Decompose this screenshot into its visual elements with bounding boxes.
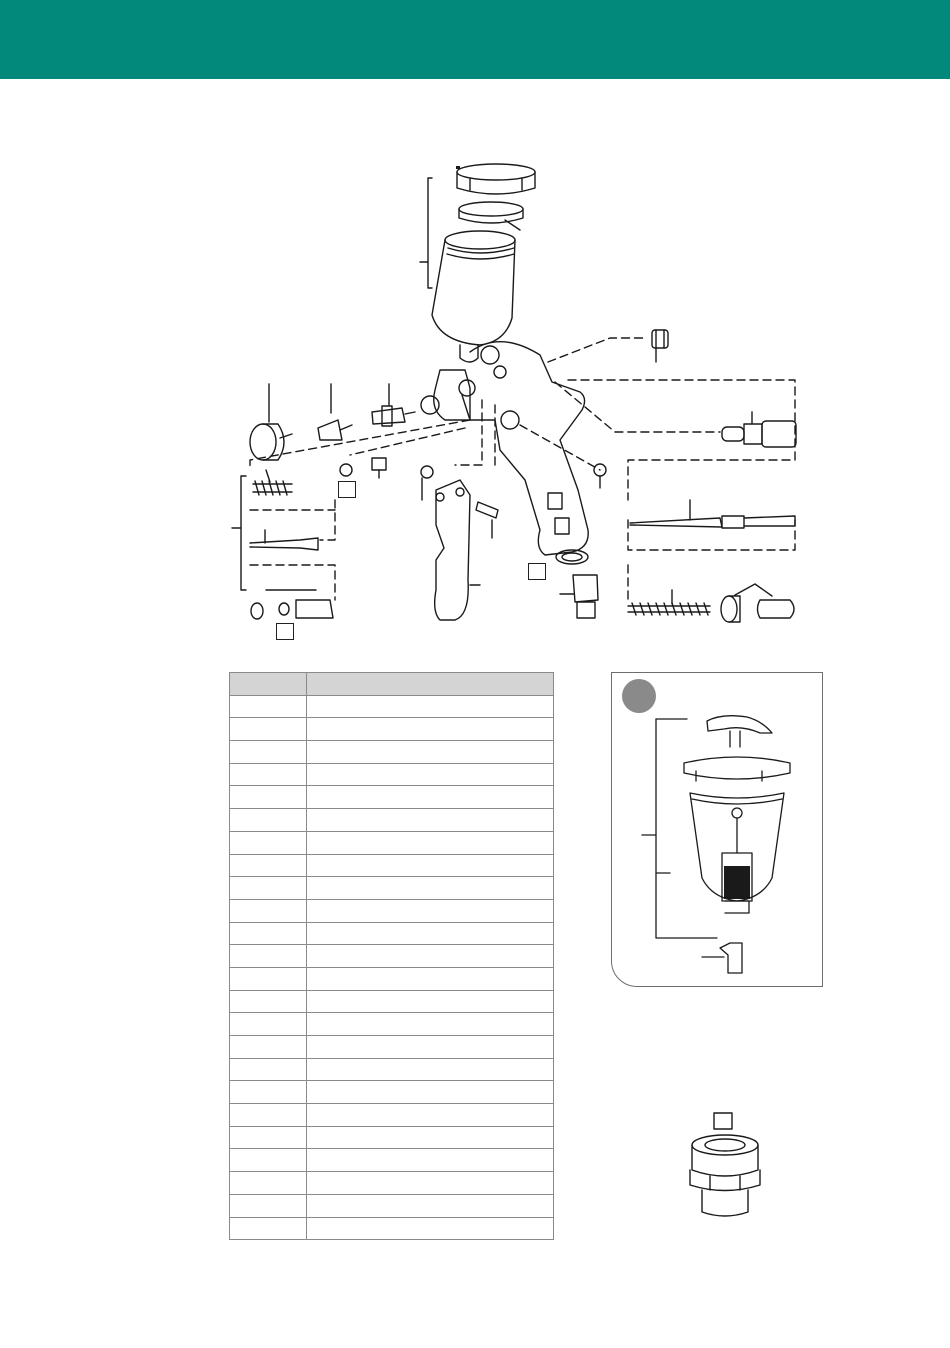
adapter-fitting-illustration xyxy=(680,1110,770,1222)
fluid-tip xyxy=(372,406,415,426)
part-description xyxy=(307,1036,554,1059)
part-number xyxy=(230,831,307,854)
table-row xyxy=(230,1126,554,1149)
part-number xyxy=(230,899,307,922)
part-number xyxy=(230,1172,307,1195)
small-valve-parts xyxy=(340,458,386,478)
part-description xyxy=(307,922,554,945)
part-description xyxy=(307,967,554,990)
part-number xyxy=(230,877,307,900)
callout-box xyxy=(276,623,294,640)
table-row xyxy=(230,809,554,832)
table-row xyxy=(230,786,554,809)
cup-group-bracket xyxy=(428,178,432,288)
plug xyxy=(652,330,668,362)
part-number xyxy=(230,990,307,1013)
part-number xyxy=(230,1104,307,1127)
inset-fitting xyxy=(720,943,742,973)
air-cap xyxy=(250,424,292,460)
table-row xyxy=(230,831,554,854)
valve-stem xyxy=(250,530,318,550)
part-description xyxy=(307,1081,554,1104)
column-header-description xyxy=(307,673,554,696)
table-row xyxy=(230,1194,554,1217)
table-row xyxy=(230,990,554,1013)
table-row xyxy=(230,922,554,945)
adapter-callout-box xyxy=(714,1113,732,1129)
air-fitting xyxy=(560,575,598,618)
table-row xyxy=(230,1036,554,1059)
dashed-leaders xyxy=(250,338,795,600)
part-description xyxy=(307,1013,554,1036)
part-description xyxy=(307,763,554,786)
part-number xyxy=(230,967,307,990)
part-number xyxy=(230,695,307,718)
part-description xyxy=(307,945,554,968)
part-number xyxy=(230,718,307,741)
table-row xyxy=(230,899,554,922)
part-description xyxy=(307,1104,554,1127)
part-number xyxy=(230,809,307,832)
cup-inset-illustration xyxy=(612,673,822,986)
parts-table xyxy=(229,672,554,1240)
table-row xyxy=(230,763,554,786)
filled-details xyxy=(456,166,460,169)
part-number xyxy=(230,922,307,945)
needle xyxy=(630,500,795,528)
table-row xyxy=(230,1058,554,1081)
part-description xyxy=(307,695,554,718)
part-description xyxy=(307,1149,554,1172)
table-row xyxy=(230,877,554,900)
column-header-number xyxy=(230,673,307,696)
lid-knob xyxy=(707,716,772,733)
part-number xyxy=(230,1194,307,1217)
inset-badge xyxy=(622,679,656,713)
inset-cup-lid xyxy=(684,757,790,779)
table-row xyxy=(230,945,554,968)
callout-box xyxy=(528,563,546,580)
part-number xyxy=(230,741,307,764)
part-description xyxy=(307,1126,554,1149)
part-number xyxy=(230,1149,307,1172)
table-row xyxy=(230,741,554,764)
part-number xyxy=(230,786,307,809)
part-number xyxy=(230,1126,307,1149)
part-description xyxy=(307,1217,554,1240)
nozzle xyxy=(318,420,352,440)
table-row xyxy=(230,1013,554,1036)
table-row xyxy=(230,1172,554,1195)
screw xyxy=(594,464,606,488)
left-bracket xyxy=(241,476,246,590)
part-description xyxy=(307,1172,554,1195)
air-inlet-nipple xyxy=(722,412,796,447)
part-description xyxy=(307,877,554,900)
part-description xyxy=(307,809,554,832)
table-row xyxy=(230,1149,554,1172)
part-description xyxy=(307,786,554,809)
table-row xyxy=(230,1104,554,1127)
cup-seal xyxy=(459,202,523,230)
part-description xyxy=(307,990,554,1013)
part-number xyxy=(230,763,307,786)
part-number xyxy=(230,1217,307,1240)
air-valve xyxy=(251,590,333,619)
part-description xyxy=(307,741,554,764)
part-description xyxy=(307,1058,554,1081)
table-row xyxy=(230,967,554,990)
adjustment-knobs xyxy=(721,584,794,622)
filter-element xyxy=(724,866,750,899)
parts-table-header xyxy=(230,673,554,696)
part-number xyxy=(230,1013,307,1036)
part-description xyxy=(307,899,554,922)
needle-spring xyxy=(628,590,710,615)
part-description xyxy=(307,854,554,877)
part-number xyxy=(230,854,307,877)
part-description xyxy=(307,1194,554,1217)
trigger xyxy=(435,480,480,620)
trigger-pin xyxy=(421,466,498,538)
table-row xyxy=(230,854,554,877)
inset-bracket xyxy=(656,719,717,938)
part-number xyxy=(230,945,307,968)
part-description xyxy=(307,831,554,854)
paint-cup-lid xyxy=(457,164,535,194)
part-description xyxy=(307,718,554,741)
part-number xyxy=(230,1058,307,1081)
gun-body xyxy=(421,342,588,555)
table-row xyxy=(230,1081,554,1104)
cup-inset-panel xyxy=(611,672,823,987)
table-row xyxy=(230,1217,554,1240)
table-row xyxy=(230,718,554,741)
part-number xyxy=(230,1036,307,1059)
callout-box xyxy=(338,481,356,498)
part-number xyxy=(230,1081,307,1104)
table-row xyxy=(230,695,554,718)
spring xyxy=(253,470,292,495)
